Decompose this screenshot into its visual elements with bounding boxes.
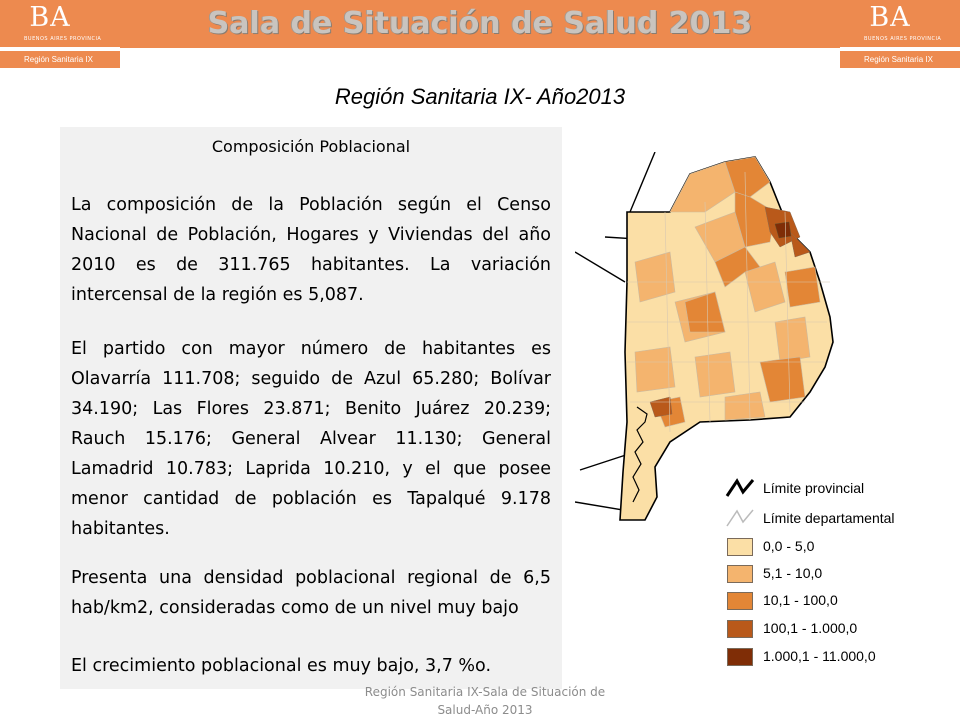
legend-label: Límite departamental	[763, 510, 895, 526]
paragraph-population: La composición de la Población según el Censo Nacional de Población, Hogares y Viviendas del año 2010 es de 311.765 habitantes. La variación intercensal de la región es 5,087.	[71, 195, 551, 305]
legend-label: 0,0 - 5,0	[763, 538, 815, 554]
paragraph-growth: El crecimiento poblacional es muy bajo, 3,7 %o.	[71, 656, 492, 676]
legend-label: Límite provincial	[763, 480, 865, 496]
logo-right	[840, 0, 960, 68]
logo-left	[0, 0, 120, 68]
logo-region-text: Región Sanitaria IX	[24, 55, 93, 64]
legend-label: 1.000,1 - 11.000,0	[763, 648, 876, 664]
logo-ba-text: BA	[869, 2, 911, 33]
logo-province-text: BUENOS AIRES PROVINCIA	[864, 36, 942, 42]
legend-label: 10,1 - 100,0	[763, 592, 838, 608]
departmental-line-icon	[725, 508, 755, 528]
subtitle: Región Sanitaria IX- Año2013	[334, 84, 626, 109]
legend-swatch	[727, 620, 753, 638]
page-title: Sala de Situación de Salud 2013	[207, 6, 753, 41]
footer: Región Sanitaria IX-Sala de Situación de Salud-Año 2013	[364, 685, 606, 717]
legend-label: 5,1 - 10,0	[763, 565, 823, 581]
panel-title: Composición Poblacional	[211, 137, 411, 156]
text-panel	[60, 127, 562, 689]
logo-province-text: BUENOS AIRES PROVINCIA	[24, 36, 102, 42]
legend-swatch	[727, 592, 753, 610]
logo-region-text: Región Sanitaria IX	[864, 55, 933, 64]
legend-swatch	[727, 538, 753, 556]
provincial-line-icon	[725, 478, 755, 498]
map-legend	[725, 478, 950, 678]
legend-swatch	[727, 648, 753, 666]
paragraph-density: Presenta una densidad poblacional regional de 6,5 hab/km2, consideradas como de un nivel muy bajo	[71, 568, 551, 618]
population-density-map	[575, 152, 875, 522]
paragraph-partidos: El partido con mayor número de habitantes es Olavarría 111.708; seguido de Azul 65.280; Bolívar 34.190; Las Flores 23.871; Benito Juárez 20.239; Rauch 15.176; General Alvear 11.130; General Lamadrid 10.783; Laprida 10.210, y el que posee menor cantidad de población es Tapalqué 9.178 habitantes.	[71, 339, 551, 539]
legend-swatch	[727, 565, 753, 583]
logo-ba-text: BA	[29, 2, 71, 33]
legend-label: 100,1 - 1.000,0	[763, 620, 858, 636]
